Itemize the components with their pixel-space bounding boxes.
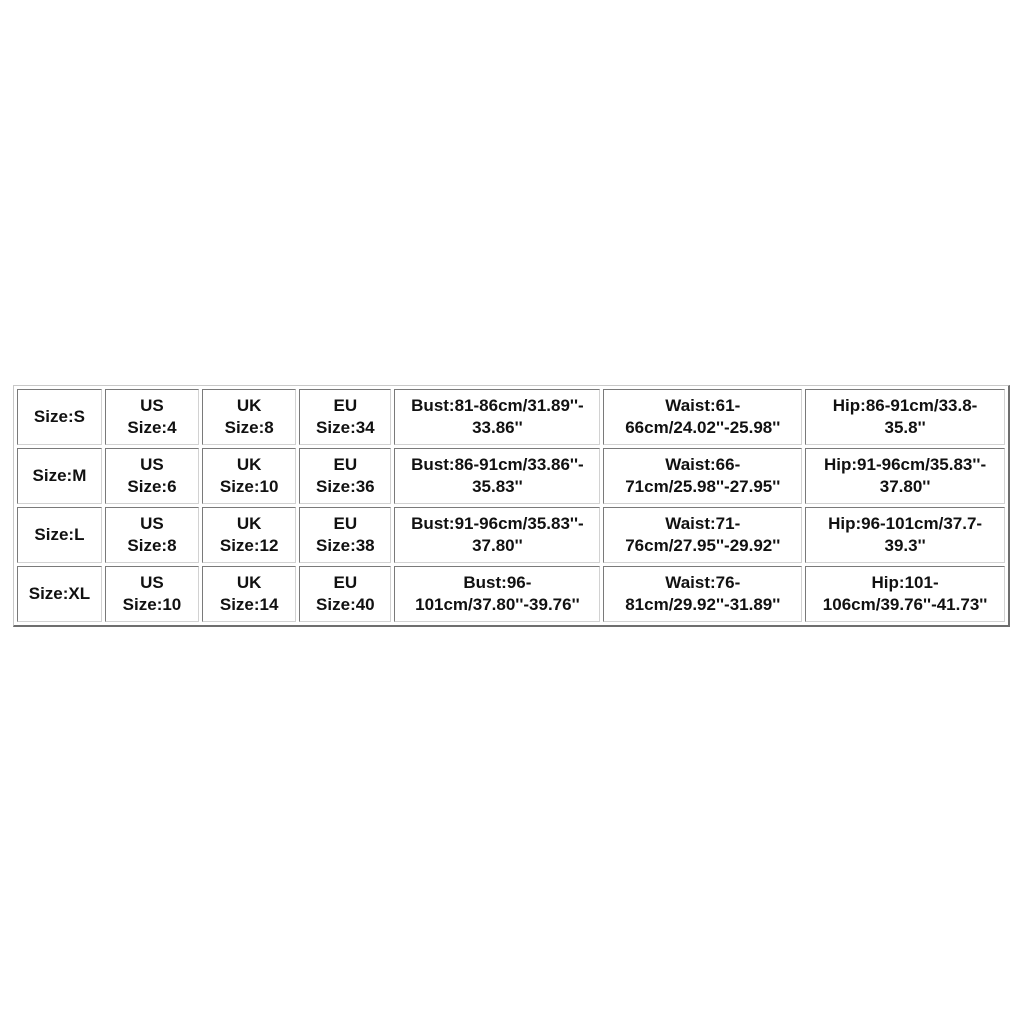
hip-cell: Hip:101- 106cm/39.76''-41.73'' [805, 566, 1005, 622]
size-cell: Size:M [17, 448, 102, 504]
table-row [17, 448, 1005, 504]
waist-cell: Waist:71- 76cm/27.95''-29.92'' [603, 507, 802, 563]
uk-size-cell: UK Size:12 [202, 507, 296, 563]
eu-size-cell: EU Size:40 [299, 566, 391, 622]
bust-cell: Bust:86-91cm/33.86''- 35.83'' [394, 448, 600, 504]
table-row [17, 566, 1005, 622]
hip-cell: Hip:86-91cm/33.8- 35.8'' [805, 389, 1005, 445]
us-size-cell: US Size:6 [105, 448, 199, 504]
us-size-cell: US Size:4 [105, 389, 199, 445]
eu-size-cell: EU Size:36 [299, 448, 391, 504]
waist-cell: Waist:61- 66cm/24.02''-25.98'' [603, 389, 802, 445]
bust-cell: Bust:91-96cm/35.83''- 37.80'' [394, 507, 600, 563]
size-cell: Size:XL [17, 566, 102, 622]
size-cell: Size:L [17, 507, 102, 563]
table-row [17, 389, 1005, 445]
eu-size-cell: EU Size:34 [299, 389, 391, 445]
uk-size-cell: UK Size:14 [202, 566, 296, 622]
table-row [17, 507, 1005, 563]
us-size-cell: US Size:8 [105, 507, 199, 563]
waist-cell: Waist:66- 71cm/25.98''-27.95'' [603, 448, 802, 504]
bust-cell: Bust:81-86cm/31.89''- 33.86'' [394, 389, 600, 445]
size-cell: Size:S [17, 389, 102, 445]
waist-cell: Waist:76- 81cm/29.92''-31.89'' [603, 566, 802, 622]
uk-size-cell: UK Size:8 [202, 389, 296, 445]
hip-cell: Hip:96-101cm/37.7- 39.3'' [805, 507, 1005, 563]
us-size-cell: US Size:10 [105, 566, 199, 622]
size-chart-table [13, 385, 1010, 627]
hip-cell: Hip:91-96cm/35.83''- 37.80'' [805, 448, 1005, 504]
bust-cell: Bust:96- 101cm/37.80''-39.76'' [394, 566, 600, 622]
uk-size-cell: UK Size:10 [202, 448, 296, 504]
eu-size-cell: EU Size:38 [299, 507, 391, 563]
